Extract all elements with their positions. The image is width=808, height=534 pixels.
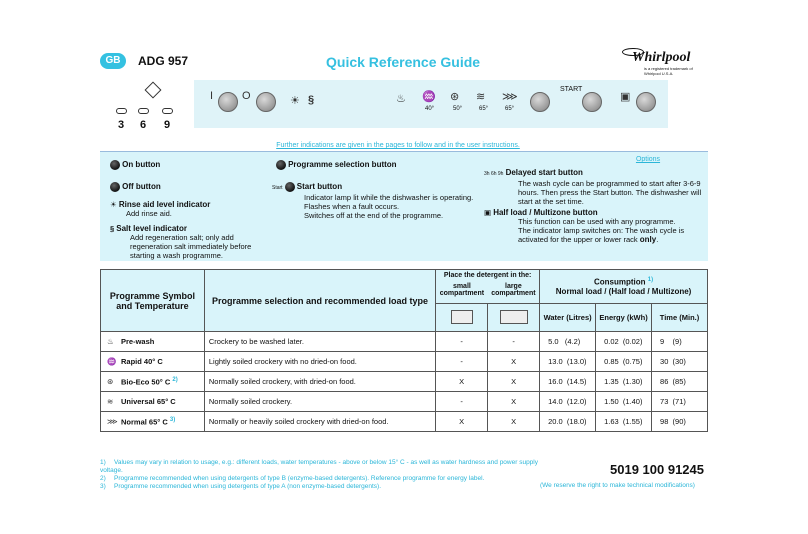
legend-delay-desc: The wash cycle can be programmed to start after 3-6-9 hours. Then press the Start button. The dishwasher will start at the set time. <box>518 179 702 206</box>
normal-icon: ⋙ <box>107 417 118 427</box>
footnote-text: Programme recommended when using detergents of type A (non enzyme-based detergents). <box>114 483 382 490</box>
load-type: Normally soiled crockery. <box>204 392 435 412</box>
legend-salt <box>110 224 272 260</box>
start-button-icon <box>285 182 295 192</box>
page-title: Quick Reference Guide <box>326 54 481 70</box>
legend-on-label: On button <box>122 160 161 169</box>
document-code: 5019 100 91245 <box>610 462 704 477</box>
large-compartment-icon <box>500 310 528 324</box>
footnote-text: Values may vary in relation to usage, e.g.: different loads, water temperatures - above or below 15° C - as well as water hardness and power supply voltage. <box>100 459 538 474</box>
delay-indicator-panel <box>110 84 190 132</box>
consumption-label: Consumption <box>594 277 646 287</box>
on-button-icon <box>110 160 120 170</box>
energy-half-value: (1.30) <box>622 377 643 386</box>
legend-start-desc1: Indicator lamp lit while the dishwasher is operating. <box>304 193 474 202</box>
legend-prog-sel-label: Programme selection button <box>288 160 397 169</box>
energy-half-value: (0.75) <box>622 357 643 366</box>
time-half-value: (85) <box>672 377 686 386</box>
legend-start-desc2: Flashes when a fault occurs. <box>304 202 400 211</box>
table-row <box>101 412 708 432</box>
water-value: 16.0 <box>548 377 563 386</box>
options-heading: Options <box>635 156 661 163</box>
rinse-aid-icon: ☀ <box>110 200 117 209</box>
legend-rinse-title: Rinse aid level indicator <box>118 200 211 209</box>
delay-lamp-9h <box>162 108 173 114</box>
footnote-number: 1) <box>100 459 106 466</box>
salt-icon: § <box>110 224 115 233</box>
further-indications-note: Further indications are given in the pages to follow and in the user instructions. <box>276 142 520 149</box>
large-compartment-value: X <box>488 352 540 372</box>
legend-start <box>272 182 502 220</box>
table-row <box>101 352 708 372</box>
footnote-number: 2) <box>100 475 106 482</box>
energy-value: 1.50 <box>604 397 619 406</box>
programme-name: Normal 65° C <box>121 417 168 427</box>
col-consumption-header <box>540 270 708 304</box>
bioeco-temp: 50° <box>453 106 463 112</box>
on-label: I <box>210 90 214 102</box>
rapid-icon: ♒ <box>422 91 436 103</box>
brand-trademark-note: is a registered trademark of Whirlpool U.S.A. <box>644 66 693 76</box>
large-compartment-icon-cell <box>488 304 540 332</box>
model-number: ADG 957 <box>138 54 189 68</box>
load-type: Lightly soiled crockery with no dried-on food. <box>204 352 435 372</box>
time-half-value: (9) <box>672 337 682 346</box>
programme-note: 3) <box>169 416 176 423</box>
salt-icon: § <box>308 94 315 106</box>
delay-hours-label: 3h 6h 9h <box>484 171 504 177</box>
time-value: 73 <box>660 397 669 406</box>
control-panel <box>194 80 668 128</box>
load-type: Normally or heavily soiled crockery with dried-on food. <box>204 412 435 432</box>
small-compartment-icon <box>451 310 473 324</box>
legend-salt-desc: Add regeneration salt; only add regeneration salt immediately before starting a wash programme. <box>130 233 252 260</box>
universal-icon: ≋ <box>107 397 114 406</box>
half-load-icon: ▣ <box>620 91 631 103</box>
universal-temp: 65° <box>479 106 489 112</box>
legend-start-desc3: Switches off at the end of the programme. <box>304 211 444 220</box>
legend-delay-title: Delayed start button <box>505 168 583 177</box>
energy-half-value: (1.55) <box>622 417 643 426</box>
footnote-text: Programme recommended when using detergents of type B (enzyme-based detergents). Reference programme for energy label. <box>114 475 485 482</box>
legend-on <box>110 160 160 170</box>
half-load-button[interactable] <box>636 92 656 112</box>
time-value: 98 <box>660 417 669 426</box>
normal-temp: 65° <box>505 106 515 112</box>
start-small-label: Start <box>272 185 283 191</box>
small-compartment-label: small compartment <box>439 283 485 297</box>
load-type: Crockery to be washed later. <box>204 332 435 352</box>
legend-rinse-desc: Add rinse aid. <box>126 209 172 218</box>
legend-half-desc1: This function can be used with any programme. <box>518 217 676 226</box>
brand-logo <box>622 44 712 76</box>
legend-half-dot: . <box>656 235 659 244</box>
legend-start-title: Start button <box>296 182 343 191</box>
legend-panel <box>100 151 708 261</box>
off-button-icon <box>110 182 120 192</box>
time-value: 9 <box>660 337 665 346</box>
bioeco-icon: ⊛ <box>107 377 114 387</box>
start-label: START <box>560 86 583 93</box>
brand-wordmark: Whirlpool <box>632 50 691 65</box>
half-load-icon: ▣ <box>484 208 492 217</box>
programme-table <box>100 269 708 432</box>
small-compartment-value: X <box>436 372 488 392</box>
on-button[interactable] <box>218 92 238 112</box>
table-row <box>101 372 708 392</box>
water-value: 5.0 <box>548 337 559 346</box>
table-row <box>101 332 708 352</box>
start-button[interactable] <box>582 92 602 112</box>
consumption-sublabel: Normal load / (Half load / Multizone) <box>555 286 692 296</box>
energy-value: 1.63 <box>604 417 619 426</box>
country-badge: GB <box>100 53 126 69</box>
legend-half-title: Half load / Multizone button <box>493 208 598 217</box>
prewash-icon: ♨ <box>107 337 114 346</box>
legend-half-desc2: The indicator lamp switches on: The wash cycle is activated for the upper or lower rack <box>518 226 685 244</box>
water-half-value: (14.5) <box>566 377 587 386</box>
col-time-header: Time (Min.) <box>652 304 708 332</box>
legend-rinse <box>110 200 250 218</box>
footnotes <box>100 459 540 491</box>
detergent-header-label: Place the detergent in the: <box>443 272 532 279</box>
time-value: 30 <box>660 357 669 366</box>
programme-name: Bio-Eco 50° C <box>121 377 171 387</box>
footnote-number: 3) <box>100 483 106 490</box>
small-compartment-icon-cell <box>436 304 488 332</box>
col-symbol-header: Programme Symbol and Temperature <box>101 270 205 332</box>
prewash-icon: ♨ <box>396 93 406 105</box>
rinse-aid-icon: ☀ <box>290 95 300 107</box>
legend-salt-title: Salt level indicator <box>116 224 187 233</box>
time-half-value: (90) <box>672 417 686 426</box>
water-value: 20.0 <box>548 417 563 426</box>
footnote <box>100 475 540 483</box>
energy-value: 1.35 <box>604 377 619 386</box>
small-compartment-value: - <box>436 392 488 412</box>
normal-icon: ⋙ <box>502 91 518 103</box>
water-half-value: (13.0) <box>566 357 587 366</box>
off-button[interactable] <box>256 92 276 112</box>
delay-number-6: 6 <box>140 119 147 131</box>
energy-value: 0.02 <box>604 337 619 346</box>
water-value: 13.0 <box>548 357 563 366</box>
energy-half-value: (1.40) <box>622 397 643 406</box>
footnote <box>100 459 540 475</box>
programme-selection-button[interactable] <box>530 92 550 112</box>
energy-half-value: (0.02) <box>622 337 643 346</box>
programme-name: Rapid 40° C <box>121 357 163 366</box>
delay-lamp-6h <box>138 108 149 114</box>
legend-half-load <box>484 208 704 244</box>
col-water-header: Water (Litres) <box>540 304 596 332</box>
bioeco-icon: ⊛ <box>450 91 460 103</box>
water-half-value: (18.0) <box>566 417 587 426</box>
delay-button-icon[interactable] <box>145 82 162 99</box>
delay-number-9: 9 <box>164 119 171 131</box>
table-row <box>101 392 708 412</box>
large-compartment-value: - <box>488 332 540 352</box>
small-compartment-value: X <box>436 412 488 432</box>
programme-selection-icon <box>276 160 286 170</box>
modification-notice: (We reserve the right to make technical modifications) <box>540 482 695 489</box>
col-energy-header: Energy (kWh) <box>596 304 652 332</box>
water-half-value: (4.2) <box>564 337 581 346</box>
load-type: Normally soiled crockery, with dried-on food. <box>204 372 435 392</box>
consumption-note: 1) <box>647 277 654 284</box>
delay-lamp-3h <box>116 108 127 114</box>
programme-note: 2) <box>172 376 178 383</box>
universal-icon: ≋ <box>476 91 486 103</box>
col-detergent-header <box>436 270 540 304</box>
col-selection-header: Programme selection and recommended load type <box>204 270 435 332</box>
large-compartment-label: large compartment <box>491 283 536 297</box>
programme-name: Pre-wash <box>121 337 155 346</box>
legend-programme-selection <box>276 160 397 170</box>
large-compartment-value: X <box>488 372 540 392</box>
legend-delay <box>484 168 704 206</box>
rapid-temp: 40° <box>425 106 435 112</box>
legend-off <box>110 182 161 192</box>
time-half-value: (71) <box>672 397 686 406</box>
small-compartment-value: - <box>436 332 488 352</box>
large-compartment-value: X <box>488 412 540 432</box>
large-compartment-value: X <box>488 392 540 412</box>
legend-off-label: Off button <box>122 182 161 191</box>
water-half-value: (12.0) <box>566 397 587 406</box>
off-label: O <box>242 90 251 102</box>
programme-name: Universal 65° C <box>121 397 176 406</box>
legend-half-only: only <box>639 235 657 244</box>
time-half-value: (30) <box>672 357 686 366</box>
time-value: 86 <box>660 377 669 386</box>
delay-number-3: 3 <box>118 119 125 131</box>
footnote <box>100 483 540 491</box>
rapid-icon: ♒ <box>107 357 117 366</box>
water-value: 14.0 <box>548 397 563 406</box>
small-compartment-value: - <box>436 352 488 372</box>
energy-value: 0.85 <box>604 357 619 366</box>
